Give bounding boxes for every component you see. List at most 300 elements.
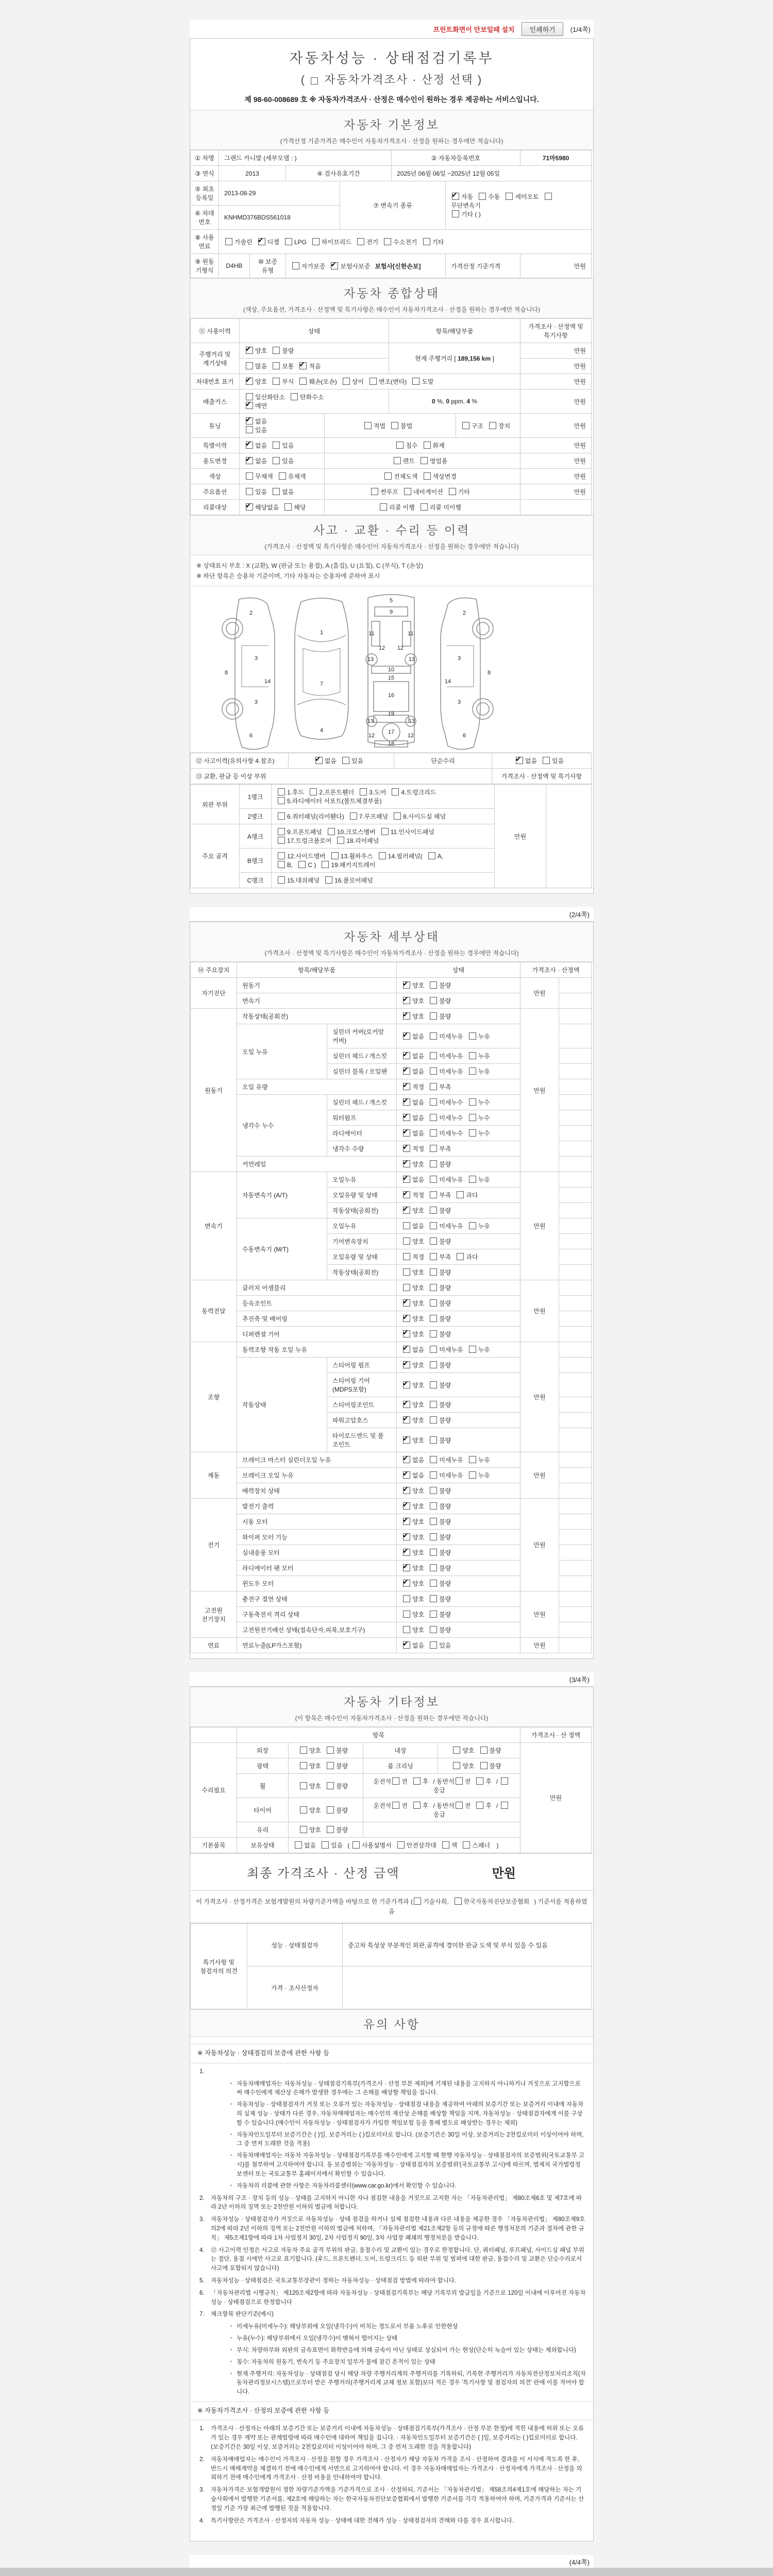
checkbox-label: 응급 (433, 1787, 446, 1794)
checkbox[interactable] (476, 1802, 483, 1809)
checkbox-checked[interactable] (246, 402, 253, 409)
checkbox-checked[interactable] (403, 1299, 410, 1307)
checkbox[interactable] (430, 1416, 437, 1423)
table-cell: 오일유량 및 상태 (327, 1249, 397, 1265)
checkbox[interactable] (430, 1330, 437, 1337)
checkbox-checked[interactable] (403, 1160, 410, 1167)
checkbox[interactable] (327, 1782, 334, 1789)
checkbox-checked[interactable] (403, 1067, 410, 1075)
checkbox[interactable] (295, 1841, 302, 1849)
checkbox[interactable] (403, 1268, 410, 1276)
checkbox-checked[interactable] (403, 1533, 410, 1540)
checkbox[interactable] (246, 426, 253, 433)
checkbox[interactable] (421, 457, 428, 464)
diagram-panel-number: 13 (367, 718, 374, 724)
checkbox[interactable] (403, 1626, 410, 1633)
checkbox[interactable] (342, 757, 349, 764)
checkbox[interactable] (299, 378, 307, 385)
checkbox[interactable] (273, 457, 280, 464)
checkbox-checked[interactable] (331, 262, 338, 269)
page-4-label: (4/4쪽) (190, 2555, 594, 2569)
checkbox[interactable] (545, 193, 552, 200)
checkbox[interactable] (430, 1346, 437, 1353)
checkbox[interactable] (430, 1595, 437, 1602)
section-title: 유의 사항 (363, 2018, 421, 2031)
checkbox[interactable] (246, 362, 253, 369)
checkbox-label: 양호 (412, 1611, 425, 1618)
checkbox[interactable] (476, 1777, 483, 1785)
table-cell: 2013-08-29 (219, 181, 340, 206)
diagram-panel-number: 3 (254, 699, 258, 705)
checkbox[interactable] (278, 828, 285, 835)
table-cell (559, 1591, 592, 1607)
checkbox[interactable] (273, 488, 280, 495)
checkbox[interactable] (246, 472, 253, 480)
diagram-panel-number: 14 (264, 679, 271, 685)
table-cell (219, 150, 392, 166)
table-cell (289, 1822, 363, 1838)
checkbox[interactable] (430, 1361, 437, 1368)
checkbox[interactable] (352, 1841, 360, 1849)
checkbox[interactable] (423, 238, 430, 245)
checkbox[interactable] (489, 422, 496, 429)
checkbox-checked[interactable] (403, 1145, 410, 1152)
checkbox[interactable] (430, 1238, 437, 1245)
checkbox[interactable] (424, 442, 431, 449)
checkbox[interactable] (430, 1083, 437, 1090)
table-cell: 만원 (520, 1280, 559, 1342)
checkbox[interactable] (430, 1487, 437, 1494)
checkbox[interactable] (430, 1052, 437, 1059)
checkbox-label: 2.프론트휀더 (319, 789, 355, 796)
checkbox-checked[interactable] (403, 1098, 410, 1106)
checkbox[interactable] (278, 876, 285, 884)
checkbox[interactable] (453, 1747, 460, 1754)
checkbox[interactable] (327, 1747, 334, 1754)
checkbox[interactable] (273, 347, 280, 354)
checkbox[interactable] (506, 193, 513, 200)
checkbox[interactable] (479, 193, 486, 200)
checkbox[interactable] (278, 837, 285, 844)
checkbox-checked[interactable] (403, 1518, 410, 1525)
table-cell (240, 343, 389, 359)
checkbox[interactable] (430, 1315, 437, 1322)
checkbox-checked[interactable] (403, 1549, 410, 1556)
checkbox[interactable] (285, 238, 292, 245)
checkbox[interactable] (430, 1176, 437, 1183)
checkbox[interactable] (312, 238, 320, 245)
checkbox[interactable] (414, 1897, 421, 1905)
table-cell: 브레이크 마스터 실린더오일 누유 (237, 1452, 397, 1468)
checkbox[interactable] (327, 1762, 334, 1769)
checkbox-checked[interactable] (403, 1361, 410, 1368)
checkbox-checked[interactable] (403, 1032, 410, 1040)
checkbox-label: 불량 (439, 1013, 451, 1020)
checkbox[interactable] (300, 1747, 307, 1754)
checkbox[interactable] (225, 238, 232, 245)
checkbox[interactable] (278, 797, 285, 804)
checkbox[interactable] (430, 1456, 437, 1463)
checkbox[interactable] (300, 1762, 307, 1769)
table-cell (325, 469, 520, 484)
checkbox[interactable] (430, 1268, 437, 1276)
checkbox-label: 9.프론트패널 (287, 828, 322, 836)
checkbox[interactable] (430, 1518, 437, 1525)
checkbox[interactable] (430, 1549, 437, 1556)
checkbox[interactable] (430, 1012, 437, 1020)
checkbox-label: 없음 (412, 1099, 425, 1106)
checkbox[interactable] (430, 1381, 437, 1388)
checkbox[interactable] (311, 77, 318, 84)
checkbox-checked[interactable] (403, 1641, 410, 1649)
checkbox[interactable] (310, 788, 317, 795)
checkbox[interactable] (298, 861, 306, 868)
checkbox-label: 누유 (478, 1472, 490, 1479)
checkbox[interactable] (430, 981, 437, 989)
table-cell: 전기 (191, 1499, 237, 1591)
checkbox[interactable] (278, 861, 285, 868)
checkbox-checked[interactable] (452, 193, 459, 200)
checkbox[interactable] (428, 852, 435, 859)
checkbox[interactable] (430, 1160, 437, 1167)
checkbox[interactable] (394, 812, 401, 820)
checkbox-checked[interactable] (403, 1456, 410, 1463)
checkbox[interactable] (430, 997, 437, 1004)
checkbox-checked[interactable] (258, 238, 265, 245)
checkbox[interactable] (430, 1145, 437, 1152)
table-cell (559, 1311, 592, 1327)
checkbox[interactable] (379, 852, 386, 859)
checkbox-label: 불량 (336, 1762, 348, 1770)
checkbox-checked[interactable] (403, 1436, 410, 1444)
checkbox[interactable] (469, 1346, 476, 1353)
checkbox[interactable] (403, 1253, 410, 1260)
checkbox[interactable] (501, 1802, 508, 1809)
checkbox-checked[interactable] (246, 378, 253, 385)
checkbox[interactable] (327, 1806, 334, 1814)
checkbox[interactable] (430, 1191, 437, 1198)
checkbox-label: 양호 (462, 1762, 475, 1770)
checkbox[interactable] (403, 1238, 410, 1245)
checkbox-checked[interactable] (403, 1083, 410, 1090)
checkbox[interactable] (430, 1222, 437, 1229)
checkbox[interactable] (291, 393, 298, 400)
checkbox-label: 양호 (412, 1315, 425, 1323)
checkbox[interactable] (322, 861, 329, 868)
table-cell: 브레이크 오일 누유 (237, 1468, 397, 1483)
checkbox[interactable] (396, 442, 404, 449)
checkbox[interactable] (463, 1841, 470, 1849)
checkbox[interactable] (430, 1401, 437, 1408)
checkbox[interactable] (357, 238, 364, 245)
checkbox[interactable] (469, 1032, 476, 1040)
checkbox[interactable] (430, 1641, 437, 1649)
checkbox[interactable] (421, 503, 428, 511)
diagram-panel-number: 19 (388, 711, 395, 717)
checkbox[interactable] (273, 442, 280, 449)
checkbox-checked[interactable] (403, 1114, 410, 1121)
checkbox-label: 양호 (412, 982, 425, 989)
checkbox-checked[interactable] (403, 997, 410, 1004)
checkbox[interactable] (404, 488, 411, 495)
checkbox[interactable] (430, 1067, 437, 1075)
diagram-panel-number: 3 (254, 655, 258, 662)
checkbox-checked[interactable] (403, 1401, 410, 1408)
checkbox[interactable] (350, 812, 357, 820)
checkbox[interactable] (480, 1762, 488, 1769)
table-cell: ② 자동차등록번호 (392, 150, 520, 166)
table-cell: 실린더 커버(로커암 커버) (327, 1024, 397, 1048)
overall-state-table (190, 318, 593, 515)
table-cell: 타이로드엔드 및 볼 조인트 (327, 1428, 397, 1452)
checkbox[interactable] (452, 210, 459, 217)
table-cell: 윈도우 모터 (237, 1576, 397, 1591)
checkbox-checked[interactable] (246, 417, 253, 425)
checkbox-checked[interactable] (403, 1502, 410, 1510)
table-cell: 만원 (520, 1499, 559, 1591)
checkbox-label: 누유 (478, 1053, 490, 1060)
checkbox[interactable] (430, 1502, 437, 1510)
checkbox[interactable] (430, 1207, 437, 1214)
checkbox-label: 양호 (412, 1381, 425, 1389)
diagram-panel-number: 15 (388, 675, 395, 681)
text-fragment: 제 (244, 95, 254, 104)
checkbox[interactable] (469, 1114, 476, 1121)
checkbox-checked[interactable] (403, 1012, 410, 1020)
checkbox-checked[interactable] (299, 362, 307, 369)
checkbox-checked[interactable] (403, 1176, 410, 1183)
checkbox-checked[interactable] (403, 1191, 410, 1198)
checkbox[interactable] (453, 1762, 460, 1769)
checkbox[interactable] (328, 828, 335, 835)
table-cell: 만원 (520, 343, 592, 359)
table-cell: 디퍼렌셜 기어 (237, 1327, 397, 1342)
checkbox[interactable] (456, 1802, 463, 1809)
table-cell (559, 1188, 592, 1203)
checkbox-checked[interactable] (403, 1129, 410, 1137)
checkbox[interactable] (430, 1098, 437, 1106)
section-title: 자동차 세부상태 (344, 930, 440, 943)
checkbox[interactable] (413, 1777, 421, 1785)
checkbox[interactable] (246, 393, 253, 400)
table-cell (559, 1373, 592, 1397)
checkbox-label: 불량 (439, 1596, 451, 1603)
checkbox-label: 불법 (400, 422, 413, 430)
checkbox[interactable] (442, 1841, 449, 1849)
checkbox[interactable] (380, 503, 387, 511)
table-cell (286, 254, 446, 278)
checkbox[interactable] (430, 1114, 437, 1121)
checkbox-label: 16.플로어패널 (334, 877, 373, 884)
checkbox-label: 없음 (324, 757, 337, 765)
checkbox-checked[interactable] (403, 1052, 410, 1059)
checkbox[interactable] (430, 1580, 437, 1587)
print-button[interactable]: 인쇄하기 (522, 22, 563, 36)
table-cell: 충전구 절연 상태 (237, 1591, 397, 1607)
table-cell: ⑩ 보증 유형 (250, 254, 286, 278)
checkbox[interactable] (469, 1098, 476, 1106)
checkbox[interactable] (278, 812, 285, 820)
checkbox[interactable] (430, 1611, 437, 1618)
checkbox[interactable] (300, 1826, 307, 1833)
checkbox[interactable] (343, 378, 350, 385)
checkbox-checked[interactable] (403, 1381, 410, 1388)
table-header-cell: 상태 (240, 319, 389, 343)
checkbox[interactable] (369, 378, 377, 385)
checkbox[interactable] (278, 788, 285, 795)
checkbox[interactable] (430, 1284, 437, 1291)
checkbox[interactable] (322, 1841, 329, 1849)
checkbox[interactable] (469, 1471, 476, 1479)
checkbox[interactable] (403, 1222, 410, 1229)
checkbox-checked[interactable] (403, 1580, 410, 1587)
checkbox-checked[interactable] (403, 1346, 410, 1353)
checkbox[interactable] (337, 837, 344, 844)
checkbox[interactable] (325, 876, 332, 884)
checkbox[interactable] (371, 488, 378, 495)
checkbox-checked[interactable] (246, 442, 253, 449)
checkbox-checked[interactable] (246, 457, 253, 464)
checkbox[interactable] (430, 1032, 437, 1040)
checkbox-checked[interactable] (403, 1330, 410, 1337)
checkbox-label: 전 (464, 1778, 471, 1785)
checkbox-checked[interactable] (315, 757, 323, 764)
checkbox-checked[interactable] (403, 981, 410, 989)
checkbox[interactable] (300, 1806, 307, 1814)
section-title: 자동차 종합상태 (344, 286, 440, 300)
checkbox-label: 훼손(오손) (309, 378, 337, 385)
table-cell (559, 993, 592, 1009)
checkbox[interactable] (430, 1436, 437, 1444)
checkbox-checked[interactable] (246, 503, 253, 511)
checkbox[interactable] (284, 503, 292, 511)
checkbox[interactable] (381, 828, 389, 835)
checkbox[interactable] (457, 1253, 464, 1260)
table-cell: 자동변속기 (A/T) (237, 1172, 327, 1218)
checkbox[interactable] (331, 852, 339, 859)
checkbox[interactable] (430, 1626, 437, 1633)
checkbox[interactable] (449, 488, 456, 495)
checkbox[interactable] (394, 457, 401, 464)
checkbox[interactable] (424, 472, 431, 480)
checkbox[interactable] (300, 1782, 307, 1789)
checkbox-label: 적법 (373, 422, 385, 430)
table-cell: 가격산정 기준가격 (446, 254, 520, 278)
checkbox[interactable] (279, 472, 286, 480)
checkbox[interactable] (430, 1129, 437, 1137)
table-cell: 만원 (520, 438, 592, 453)
checkbox-label: 무채색 (255, 473, 273, 480)
checkbox[interactable] (364, 422, 372, 429)
checkbox[interactable] (413, 1802, 421, 1809)
table-cell: 수동변속기 (M/T) (237, 1218, 327, 1280)
checkbox[interactable] (273, 362, 280, 369)
checkbox-label: 없음 (412, 1472, 425, 1479)
checkbox[interactable] (327, 1826, 334, 1833)
checkbox[interactable] (455, 1897, 462, 1905)
table-cell (325, 453, 520, 469)
text-fragment: ) 기준서를 적용하였음 (389, 1898, 587, 1916)
checkbox[interactable] (384, 238, 391, 245)
checkbox[interactable] (457, 1191, 464, 1198)
checkbox-label: 누유 (478, 1176, 490, 1183)
checkbox[interactable] (430, 1564, 437, 1571)
checkbox[interactable] (391, 422, 398, 429)
diagram-panel-number: 14 (444, 679, 451, 685)
checkbox[interactable] (384, 472, 392, 480)
checkbox[interactable] (278, 852, 285, 859)
checkbox[interactable] (469, 1129, 476, 1137)
checkbox-label: 5.라디에이터 서포트(볼트체결부품) (287, 798, 382, 805)
checkbox[interactable] (469, 1222, 476, 1229)
price-basis-line (190, 1891, 593, 1923)
checkbox-checked[interactable] (403, 1416, 410, 1423)
checkbox[interactable] (430, 1471, 437, 1479)
checkbox[interactable] (360, 788, 367, 795)
checkbox[interactable] (412, 378, 419, 385)
checkbox[interactable] (469, 1456, 476, 1463)
checkbox-checked[interactable] (516, 757, 523, 764)
table-cell (397, 1452, 520, 1468)
checkbox[interactable] (456, 1777, 463, 1785)
checkbox[interactable] (397, 1841, 405, 1849)
text-fragment: / 동반석 (433, 1778, 455, 1785)
checkbox-checked[interactable] (403, 1207, 410, 1214)
checkbox-checked[interactable] (403, 1471, 410, 1479)
checkbox[interactable] (403, 1284, 410, 1291)
section-etc-info (190, 1687, 593, 1727)
checkbox[interactable] (501, 1777, 508, 1785)
checkbox[interactable] (292, 262, 299, 269)
checkbox-label: 양호 (412, 1161, 425, 1168)
checkbox[interactable] (392, 1802, 399, 1809)
checkbox[interactable] (469, 1052, 476, 1059)
checkbox[interactable] (392, 788, 399, 795)
checkbox-checked[interactable] (403, 1315, 410, 1322)
checkbox-label: 없음 (412, 1068, 425, 1075)
checkbox[interactable] (403, 1611, 410, 1618)
checkbox[interactable] (430, 1253, 437, 1260)
table-cell (397, 1079, 520, 1095)
checkbox-label: 양호 (412, 1013, 425, 1020)
checkbox-checked[interactable] (246, 347, 253, 354)
checkbox[interactable] (469, 1067, 476, 1075)
checkbox[interactable] (273, 378, 280, 385)
table-cell (456, 414, 520, 438)
checkbox[interactable] (430, 1533, 437, 1540)
checkbox[interactable] (392, 1777, 399, 1785)
table-cell: 가격 · 조사산정자 (247, 1967, 343, 2009)
checkbox[interactable] (469, 1176, 476, 1183)
checkbox-checked[interactable] (403, 1487, 410, 1494)
bottom-scroll-band (0, 2568, 773, 2576)
checkbox[interactable] (543, 757, 550, 764)
checkbox[interactable] (480, 1747, 488, 1754)
checkbox[interactable] (462, 422, 469, 429)
table-cell: 2025년 06월 06일 ~2025년 12월 05일 (392, 166, 592, 181)
table-cell (289, 1758, 363, 1774)
notice-item: 1. (199, 2068, 205, 2075)
checkbox[interactable] (246, 488, 253, 495)
checkbox-label: 15.대쉬패널 (287, 877, 320, 884)
table-cell: D4HB (219, 254, 250, 278)
checkbox[interactable] (430, 1299, 437, 1307)
text-fragment: ( (300, 73, 310, 86)
checkbox[interactable] (403, 1595, 410, 1602)
table-cell: 원동기 (191, 1009, 237, 1172)
checkbox-checked[interactable] (403, 1564, 410, 1571)
table-cell: 스티어링 펌프 (327, 1358, 397, 1373)
